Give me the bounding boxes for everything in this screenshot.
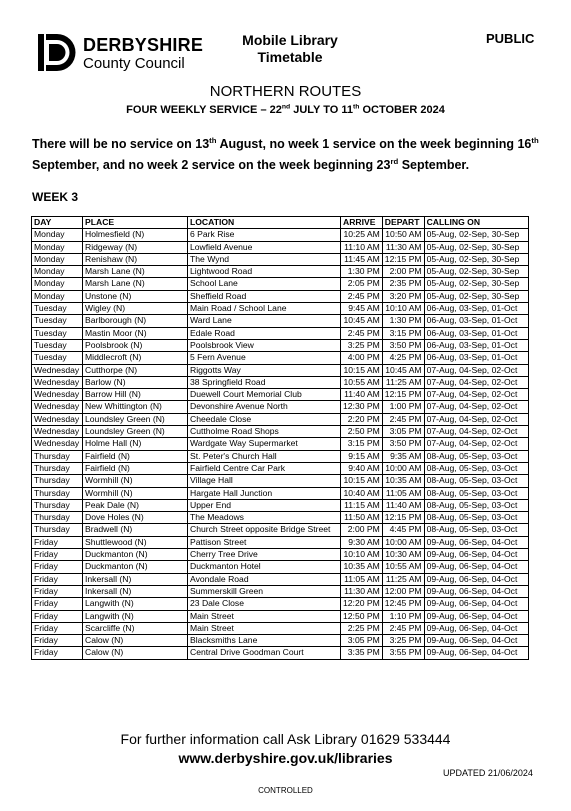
cell-calling-on: 06-Aug, 03-Sep, 01-Oct — [424, 352, 528, 364]
cell-calling-on: 05-Aug, 02-Sep, 30-Sep — [424, 290, 528, 302]
cell-calling-on: 05-Aug, 02-Sep, 30-Sep — [424, 253, 528, 265]
cell-depart: 11:05 AM — [382, 487, 424, 499]
cell-place: Unstone (N) — [83, 290, 188, 302]
cell-depart: 11:40 AM — [382, 499, 424, 511]
table-row — [32, 376, 529, 388]
cell-location: Devonshire Avenue North — [188, 401, 341, 413]
cell-day: Monday — [32, 278, 83, 290]
cell-place: Holme Hall (N) — [83, 438, 188, 450]
table-row — [32, 303, 529, 315]
cell-depart: 10:00 AM — [382, 536, 424, 548]
cell-depart: 12:00 PM — [382, 585, 424, 597]
table-row — [32, 290, 529, 302]
cell-depart: 11:30 AM — [382, 241, 424, 253]
cell-depart: 10:10 AM — [382, 303, 424, 315]
cell-arrive: 11:50 AM — [341, 512, 383, 524]
cell-day: Wednesday — [32, 413, 83, 425]
cell-place: Ridgeway (N) — [83, 241, 188, 253]
cell-arrive: 9:15 AM — [341, 450, 383, 462]
cell-calling-on: 05-Aug, 02-Sep, 30-Sep — [424, 241, 528, 253]
cell-arrive: 10:25 AM — [341, 229, 383, 241]
cell-calling-on: 08-Aug, 05-Sep, 03-Oct — [424, 462, 528, 474]
cell-depart: 12:15 PM — [382, 512, 424, 524]
table-row — [32, 462, 529, 474]
cell-location: Sheffield Road — [188, 290, 341, 302]
cell-arrive: 1:30 PM — [341, 266, 383, 278]
header-calling-on: CALLING ON — [424, 217, 528, 229]
week-label: WEEK 3 — [32, 190, 79, 204]
cell-day: Monday — [32, 290, 83, 302]
cell-day: Friday — [32, 573, 83, 585]
cell-depart: 10:30 AM — [382, 549, 424, 561]
cell-arrive: 12:50 PM — [341, 610, 383, 622]
council-logo — [37, 31, 204, 75]
cell-place: Calow (N) — [83, 647, 188, 659]
cell-arrive: 2:50 PM — [341, 426, 383, 438]
cell-location: Church Street opposite Bridge Street — [188, 524, 341, 536]
cell-calling-on: 09-Aug, 06-Sep, 04-Oct — [424, 585, 528, 597]
cell-day: Friday — [32, 635, 83, 647]
cell-place: Barlow (N) — [83, 376, 188, 388]
table-row — [32, 389, 529, 401]
cell-calling-on: 09-Aug, 06-Sep, 04-Oct — [424, 536, 528, 548]
cell-arrive: 2:45 PM — [341, 290, 383, 302]
cell-day: Wednesday — [32, 438, 83, 450]
cell-depart: 10:50 AM — [382, 229, 424, 241]
cell-day: Friday — [32, 610, 83, 622]
cell-arrive: 2:20 PM — [341, 413, 383, 425]
table-row — [32, 266, 529, 278]
table-row — [32, 241, 529, 253]
cell-depart: 10:55 AM — [382, 561, 424, 573]
cell-calling-on: 09-Aug, 06-Sep, 04-Oct — [424, 635, 528, 647]
cell-calling-on: 07-Aug, 04-Sep, 02-Oct — [424, 438, 528, 450]
table-row — [32, 475, 529, 487]
table-row — [32, 635, 529, 647]
cell-location: Poolsbrook View — [188, 339, 341, 351]
cell-location: Main Street — [188, 610, 341, 622]
cell-arrive: 11:15 AM — [341, 499, 383, 511]
cell-calling-on: 06-Aug, 03-Sep, 01-Oct — [424, 303, 528, 315]
cell-depart: 3:05 PM — [382, 426, 424, 438]
cell-calling-on: 07-Aug, 04-Sep, 02-Oct — [424, 401, 528, 413]
cell-depart: 10:35 AM — [382, 475, 424, 487]
cell-calling-on: 08-Aug, 05-Sep, 03-Oct — [424, 512, 528, 524]
service-notice: There will be no service on 13th August, no week 1 service on the week beginning 16th September, and no week 2 service on the week beginning 23rd September. — [32, 135, 539, 172]
cell-location: Wardgate Way Supermarket — [188, 438, 341, 450]
cell-day: Thursday — [32, 499, 83, 511]
cell-place: Fairfield (N) — [83, 450, 188, 462]
table-row — [32, 413, 529, 425]
cell-place: Langwith (N) — [83, 610, 188, 622]
updated-date: UPDATED 21/06/2024 — [443, 768, 533, 778]
cell-depart: 12:45 PM — [382, 598, 424, 610]
cell-calling-on: 08-Aug, 05-Sep, 03-Oct — [424, 499, 528, 511]
cell-location: Lowfield Avenue — [188, 241, 341, 253]
cell-day: Thursday — [32, 462, 83, 474]
cell-day: Wednesday — [32, 376, 83, 388]
cell-day: Thursday — [32, 524, 83, 536]
table-row — [32, 524, 529, 536]
cell-location: The Wynd — [188, 253, 341, 265]
cell-day: Monday — [32, 266, 83, 278]
cell-calling-on: 09-Aug, 06-Sep, 04-Oct — [424, 598, 528, 610]
footer-info-line: For further information call Ask Library 01629 533444 — [120, 731, 451, 747]
cell-calling-on: 08-Aug, 05-Sep, 03-Oct — [424, 450, 528, 462]
table-row — [32, 339, 529, 351]
cell-calling-on: 08-Aug, 05-Sep, 03-Oct — [424, 487, 528, 499]
cell-arrive: 3:25 PM — [341, 339, 383, 351]
cell-location: Cherry Tree Drive — [188, 549, 341, 561]
cell-calling-on: 07-Aug, 04-Sep, 02-Oct — [424, 389, 528, 401]
cell-place: Inkersall (N) — [83, 573, 188, 585]
cell-place: Wormhill (N) — [83, 475, 188, 487]
table-row — [32, 512, 529, 524]
cell-location: Central Drive Goodman Court — [188, 647, 341, 659]
cell-arrive: 3:15 PM — [341, 438, 383, 450]
cell-arrive: 10:15 AM — [341, 475, 383, 487]
cell-day: Tuesday — [32, 315, 83, 327]
logo-text-derbyshire: DERBYSHIRE — [83, 35, 204, 55]
cell-depart: 3:20 PM — [382, 290, 424, 302]
cell-place: Barrow Hill (N) — [83, 389, 188, 401]
cell-location: Cheedale Close — [188, 413, 341, 425]
cell-place: Poolsbrook (N) — [83, 339, 188, 351]
cell-calling-on: 09-Aug, 06-Sep, 04-Oct — [424, 622, 528, 634]
cell-depart: 2:00 PM — [382, 266, 424, 278]
cell-location: Lightwood Road — [188, 266, 341, 278]
cell-day: Wednesday — [32, 389, 83, 401]
routes-title: NORTHERN ROUTES — [209, 83, 362, 100]
cell-depart: 4:25 PM — [382, 352, 424, 364]
table-row — [32, 315, 529, 327]
table-row — [32, 622, 529, 634]
header-location: LOCATION — [188, 217, 341, 229]
cell-location: Upper End — [188, 499, 341, 511]
table-row — [32, 487, 529, 499]
table-row — [32, 438, 529, 450]
cell-location: Cuttholme Road Shops — [188, 426, 341, 438]
cell-day: Wednesday — [32, 401, 83, 413]
classification-label: PUBLIC — [486, 31, 535, 46]
cell-location: Pattison Street — [188, 536, 341, 548]
cell-day: Thursday — [32, 450, 83, 462]
cell-depart: 10:00 AM — [382, 462, 424, 474]
cell-calling-on: 05-Aug, 02-Sep, 30-Sep — [424, 266, 528, 278]
cell-calling-on: 09-Aug, 06-Sep, 04-Oct — [424, 573, 528, 585]
cell-location: Ward Lane — [188, 315, 341, 327]
table-row — [32, 499, 529, 511]
cell-location: Main Street — [188, 622, 341, 634]
cell-arrive: 4:00 PM — [341, 352, 383, 364]
cell-place: Marsh Lane (N) — [83, 266, 188, 278]
title-line-2: Timetable — [257, 49, 323, 65]
cell-calling-on: 06-Aug, 03-Sep, 01-Oct — [424, 315, 528, 327]
cell-depart: 3:55 PM — [382, 647, 424, 659]
cell-day: Friday — [32, 536, 83, 548]
cell-arrive: 12:20 PM — [341, 598, 383, 610]
table-row — [32, 401, 529, 413]
controlled-label: CONTROLLED — [258, 786, 313, 795]
header-place: PLACE — [83, 217, 188, 229]
cell-depart: 1:00 PM — [382, 401, 424, 413]
cell-day: Tuesday — [32, 339, 83, 351]
table-row — [32, 364, 529, 376]
timetable-header-row — [32, 217, 529, 229]
cell-calling-on: 06-Aug, 03-Sep, 01-Oct — [424, 327, 528, 339]
cell-location: 5 Fern Avenue — [188, 352, 341, 364]
cell-location: Duckmanton Hotel — [188, 561, 341, 573]
cell-place: Loundsley Green (N) — [83, 426, 188, 438]
cell-location: 6 Park Rise — [188, 229, 341, 241]
cell-depart: 9:35 AM — [382, 450, 424, 462]
header-depart: DEPART — [382, 217, 424, 229]
cell-depart: 3:50 PM — [382, 339, 424, 351]
header-day: DAY — [32, 217, 83, 229]
cell-calling-on: 09-Aug, 06-Sep, 04-Oct — [424, 549, 528, 561]
cell-depart: 2:45 PM — [382, 413, 424, 425]
cell-arrive: 12:30 PM — [341, 401, 383, 413]
timetable — [31, 216, 529, 660]
cell-location: The Meadows — [188, 512, 341, 524]
cell-calling-on: 09-Aug, 06-Sep, 04-Oct — [424, 610, 528, 622]
council-logo-icon — [37, 31, 79, 73]
cell-location: Avondale Road — [188, 573, 341, 585]
table-row — [32, 647, 529, 659]
cell-arrive: 9:40 AM — [341, 462, 383, 474]
cell-day: Friday — [32, 561, 83, 573]
cell-place: Fairfield (N) — [83, 462, 188, 474]
cell-arrive: 2:05 PM — [341, 278, 383, 290]
cell-location: Summerskill Green — [188, 585, 341, 597]
cell-place: Scarcliffe (N) — [83, 622, 188, 634]
logo-text-county-council: County Council — [83, 55, 185, 72]
cell-calling-on: 07-Aug, 04-Sep, 02-Oct — [424, 413, 528, 425]
title-line-1: Mobile Library — [242, 32, 338, 48]
cell-location: Edale Road — [188, 327, 341, 339]
cell-arrive: 11:45 AM — [341, 253, 383, 265]
cell-calling-on: 06-Aug, 03-Sep, 01-Oct — [424, 339, 528, 351]
table-row — [32, 549, 529, 561]
cell-arrive: 10:55 AM — [341, 376, 383, 388]
cell-place: Langwith (N) — [83, 598, 188, 610]
cell-calling-on: 05-Aug, 02-Sep, 30-Sep — [424, 229, 528, 241]
cell-day: Tuesday — [32, 352, 83, 364]
table-row — [32, 327, 529, 339]
cell-day: Tuesday — [32, 327, 83, 339]
cell-arrive: 3:35 PM — [341, 647, 383, 659]
cell-calling-on: 07-Aug, 04-Sep, 02-Oct — [424, 376, 528, 388]
cell-depart: 4:45 PM — [382, 524, 424, 536]
table-row — [32, 450, 529, 462]
cell-location: 38 Springfield Road — [188, 376, 341, 388]
cell-place: Wormhill (N) — [83, 487, 188, 499]
cell-place: Holmesfield (N) — [83, 229, 188, 241]
cell-place: New Whittington (N) — [83, 401, 188, 413]
cell-day: Thursday — [32, 487, 83, 499]
cell-place: Inkersall (N) — [83, 585, 188, 597]
cell-place: Shuttlewood (N) — [83, 536, 188, 548]
cell-arrive: 2:45 PM — [341, 327, 383, 339]
table-row — [32, 561, 529, 573]
cell-depart: 1:10 PM — [382, 610, 424, 622]
cell-arrive: 10:45 AM — [341, 315, 383, 327]
cell-location: School Lane — [188, 278, 341, 290]
cell-depart: 12:15 PM — [382, 389, 424, 401]
cell-arrive: 11:05 AM — [341, 573, 383, 585]
cell-depart: 10:45 AM — [382, 364, 424, 376]
cell-arrive: 10:10 AM — [341, 549, 383, 561]
cell-arrive: 10:15 AM — [341, 364, 383, 376]
table-row — [32, 229, 529, 241]
header-arrive: ARRIVE — [341, 217, 383, 229]
cell-depart: 3:25 PM — [382, 635, 424, 647]
cell-arrive: 2:25 PM — [341, 622, 383, 634]
cell-place: Calow (N) — [83, 635, 188, 647]
cell-location: Riggotts Way — [188, 364, 341, 376]
cell-day: Wednesday — [32, 364, 83, 376]
cell-arrive: 10:35 AM — [341, 561, 383, 573]
cell-depart: 11:25 AM — [382, 376, 424, 388]
cell-depart: 11:25 AM — [382, 573, 424, 585]
cell-day: Monday — [32, 229, 83, 241]
cell-place: Middlecroft (N) — [83, 352, 188, 364]
cell-day: Friday — [32, 647, 83, 659]
cell-calling-on: 07-Aug, 04-Sep, 02-Oct — [424, 426, 528, 438]
cell-day: Tuesday — [32, 303, 83, 315]
cell-place: Renishaw (N) — [83, 253, 188, 265]
table-row — [32, 253, 529, 265]
table-row — [32, 598, 529, 610]
cell-day: Friday — [32, 622, 83, 634]
cell-arrive: 10:40 AM — [341, 487, 383, 499]
cell-calling-on: 05-Aug, 02-Sep, 30-Sep — [424, 278, 528, 290]
cell-depart: 2:45 PM — [382, 622, 424, 634]
cell-location: Main Road / School Lane — [188, 303, 341, 315]
cell-arrive: 9:30 AM — [341, 536, 383, 548]
cell-arrive: 11:30 AM — [341, 585, 383, 597]
cell-calling-on: 07-Aug, 04-Sep, 02-Oct — [424, 364, 528, 376]
cell-arrive: 9:45 AM — [341, 303, 383, 315]
cell-day: Friday — [32, 598, 83, 610]
cell-arrive: 11:10 AM — [341, 241, 383, 253]
cell-place: Bradwell (N) — [83, 524, 188, 536]
cell-location: Blacksmiths Lane — [188, 635, 341, 647]
cell-day: Monday — [32, 253, 83, 265]
service-period: FOUR WEEKLY SERVICE – 22nd JULY TO 11th OCTOBER 2024 — [126, 103, 445, 116]
cell-place: Loundsley Green (N) — [83, 413, 188, 425]
cell-place: Marsh Lane (N) — [83, 278, 188, 290]
cell-place: Duckmanton (N) — [83, 549, 188, 561]
cell-day: Monday — [32, 241, 83, 253]
cell-day: Friday — [32, 549, 83, 561]
cell-day: Thursday — [32, 475, 83, 487]
cell-arrive: 3:05 PM — [341, 635, 383, 647]
cell-day: Friday — [32, 585, 83, 597]
table-row — [32, 536, 529, 548]
table-row — [32, 573, 529, 585]
cell-location: St. Peter's Church Hall — [188, 450, 341, 462]
cell-place: Duckmanton (N) — [83, 561, 188, 573]
cell-place: Barlborough (N) — [83, 315, 188, 327]
cell-location: Hargate Hall Junction — [188, 487, 341, 499]
timetable-body — [32, 229, 529, 659]
cell-place: Peak Dale (N) — [83, 499, 188, 511]
cell-place: Dove Holes (N) — [83, 512, 188, 524]
table-row — [32, 352, 529, 364]
cell-place: Cutthorpe (N) — [83, 364, 188, 376]
cell-depart: 3:50 PM — [382, 438, 424, 450]
table-row — [32, 278, 529, 290]
footer-website-link[interactable]: www.derbyshire.gov.uk/libraries — [178, 750, 393, 766]
cell-location: Village Hall — [188, 475, 341, 487]
cell-arrive: 11:40 AM — [341, 389, 383, 401]
document-title — [215, 32, 365, 66]
cell-day: Wednesday — [32, 426, 83, 438]
table-row — [32, 585, 529, 597]
cell-calling-on: 08-Aug, 05-Sep, 03-Oct — [424, 475, 528, 487]
cell-place: Mastin Moor (N) — [83, 327, 188, 339]
cell-calling-on: 08-Aug, 05-Sep, 03-Oct — [424, 524, 528, 536]
cell-location: 23 Dale Close — [188, 598, 341, 610]
cell-arrive: 2:00 PM — [341, 524, 383, 536]
table-row — [32, 426, 529, 438]
table-row — [32, 610, 529, 622]
cell-day: Thursday — [32, 512, 83, 524]
cell-calling-on: 09-Aug, 06-Sep, 04-Oct — [424, 561, 528, 573]
cell-location: Fairfield Centre Car Park — [188, 462, 341, 474]
cell-depart: 2:35 PM — [382, 278, 424, 290]
cell-location: Duewell Court Memorial Club — [188, 389, 341, 401]
cell-place: Wigley (N) — [83, 303, 188, 315]
cell-depart: 1:30 PM — [382, 315, 424, 327]
cell-depart: 12:15 PM — [382, 253, 424, 265]
cell-calling-on: 09-Aug, 06-Sep, 04-Oct — [424, 647, 528, 659]
cell-depart: 3:15 PM — [382, 327, 424, 339]
